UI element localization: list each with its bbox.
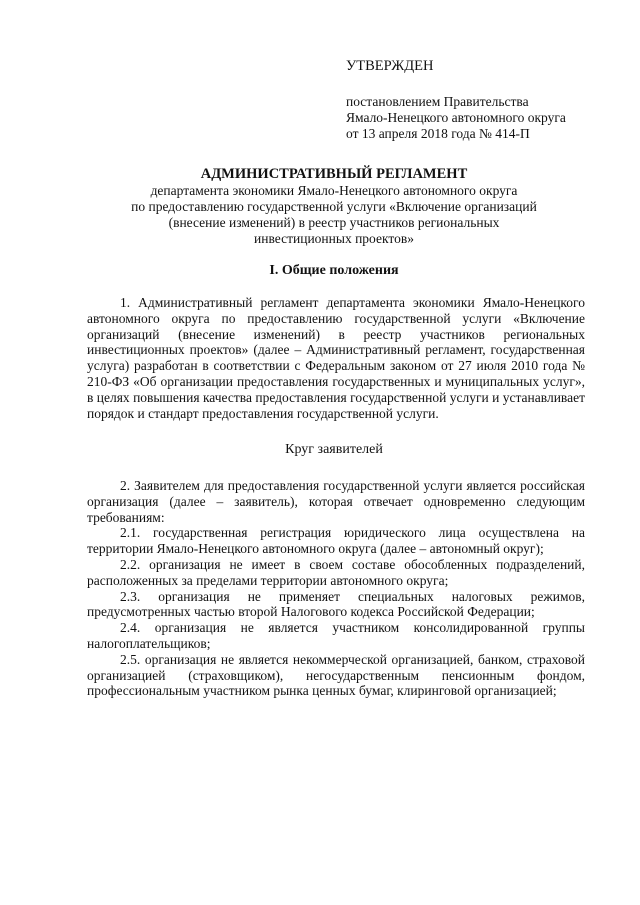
approved-label: УТВЕРЖДЕН <box>346 58 434 74</box>
approval-line-2: Ямало-Ненецкого автономного округа <box>346 110 566 125</box>
title-line-3: (внесение изменений) в реестр участников региональных <box>168 215 500 230</box>
list-item: 2.4. организация не является участником консолидированной группы налогоплательщиков; <box>87 620 585 651</box>
approval-line-1: постановлением Правительства <box>346 94 529 109</box>
paragraph-2: 2. Заявителем для предоставления государственной услуги является российская организация (далее – заявитель), которая отвечает одновременно следующим требованиям: <box>87 478 585 525</box>
list-item: 2.1. государственная регистрация юридического лица осуществлена на территории Ямало-Ненецкого автономного округа (далее – автономный округ); <box>87 525 585 557</box>
section-heading-general: I. Общие положения <box>269 263 399 278</box>
section-applicants-body <box>87 478 585 699</box>
title-line-1: департамента экономики Ямало-Ненецкого автономного округа <box>150 183 518 198</box>
paragraph-1: 1. Административный регламент департамента экономики Ямало-Ненецкого автономного округа по предоставлению государственной услуги «Включение организаций (внесение изменений) в реестр участников региональных инвестиционных проектов» (далее – Административный регламент, государственная услуга) разработан в соответствии с Федеральным законом от 27 июля 2010 года № 210-ФЗ «Об организации предоставления государственных и муниципальных услуг», в целях повышения качества предоставления государственной услуги и устанавливает порядок и стандарт предоставления государственной услуги. <box>87 295 585 421</box>
document-title <box>84 166 584 247</box>
title-line-2: по предоставлению государственной услуги «Включение организаций <box>131 199 537 214</box>
section-general-body <box>87 295 585 421</box>
title-line-4: инвестиционных проектов» <box>254 231 414 246</box>
list-item: 2.3. организация не применяет специальных налоговых режимов, предусмотренных частью второй Налогового кодекса Российской Федерации; <box>87 588 585 620</box>
approval-line-3: от 13 апреля 2018 года № 414-П <box>346 126 530 141</box>
section-heading-applicants: Круг заявителей <box>285 442 383 457</box>
list-item: 2.2. организация не имеет в своем составе обособленных подразделений, расположенных за пределами территории автономного округа; <box>87 556 585 588</box>
list-item: 2.5. организация не является некоммерческой организацией, банком, страховой организацией (страховщиком), негосударственным пенсионным фондом, профессиональным участником рынка ценных бумаг, клиринговой организацией; <box>87 651 585 699</box>
main-title: АДМИНИСТРАТИВНЫЙ РЕГЛАМЕНТ <box>200 166 468 182</box>
approval-stamp <box>346 58 606 142</box>
